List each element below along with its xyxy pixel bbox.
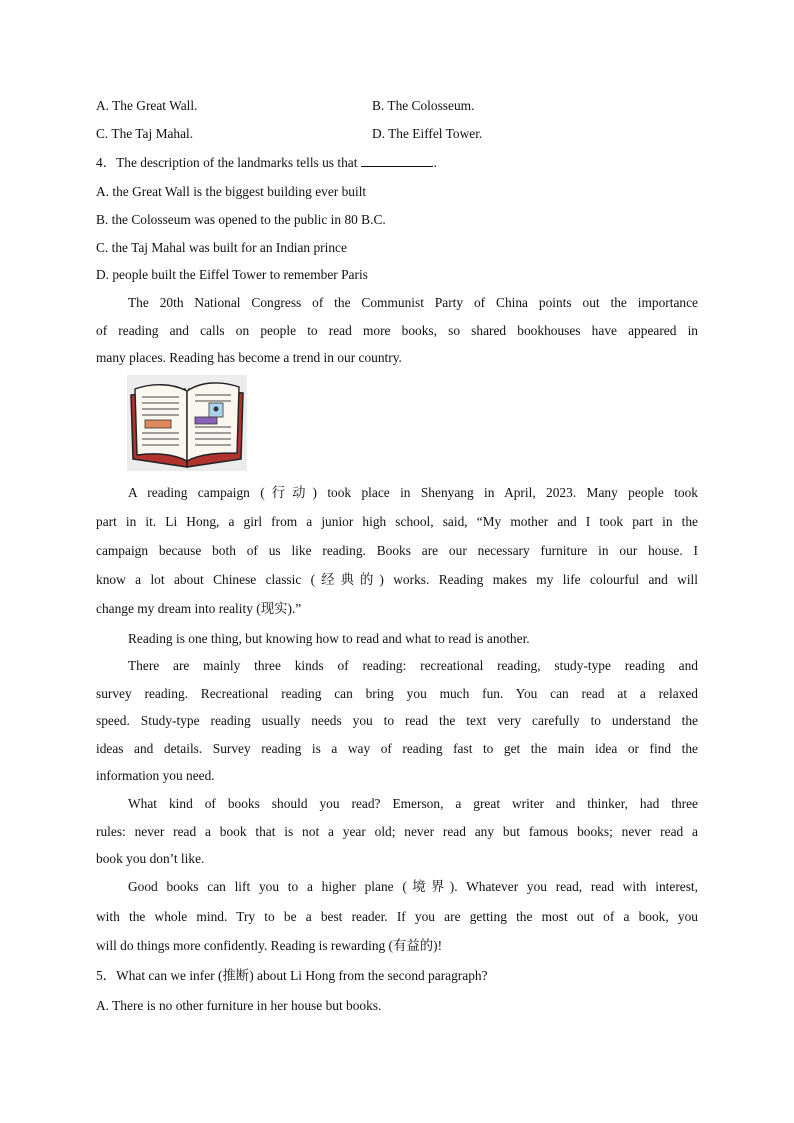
- q3-option-a: A. The Great Wall.: [96, 98, 198, 113]
- passage-paragraph-3: [96, 652, 698, 790]
- q4-option-a: A. the Great Wall is the biggest building ever built: [96, 184, 367, 199]
- passage-line: with the whole mind. Try to be a best reader. If you are getting the most out of a book, you: [96, 908, 698, 924]
- q4-stem-end: .: [433, 155, 437, 170]
- passage-paragraph-1: [96, 478, 698, 623]
- passage-line: know a lot about Chinese classic (经典的) works. Reading makes my life colourful and will: [96, 572, 698, 587]
- q5-option-a: A. There is no other furniture in her house but books.: [96, 998, 382, 1013]
- intro-line: The 20th National Congress of the Communist Party of China points out the importance: [128, 295, 698, 310]
- passage-paragraph-5: [96, 872, 698, 961]
- q3-option-d: D. The Eiffel Tower.: [372, 126, 483, 141]
- passage-line: What kind of books should you read? Emerson, a great writer and thinker, had three: [128, 796, 698, 811]
- intro-line: many places. Reading has become a trend in our country.: [96, 350, 402, 366]
- passage-paragraph-2: [96, 625, 698, 653]
- q5-stem: 5．What can we infer (推断) about Li Hong from the second paragraph?: [96, 968, 488, 983]
- passage-line: part in it. Li Hong, a girl from a junior high school, said, “My mother and I took part in the: [96, 514, 698, 529]
- passage-line: change my dream into reality (现实).”: [96, 601, 302, 616]
- q4-option-c: C. the Taj Mahal was built for an Indian prince: [96, 240, 347, 255]
- passage-line: rules: never read a book that is not a year old; never read any but famous books; never read a: [96, 823, 698, 839]
- passage-line: Good books can lift you to a higher plane (境界). Whatever you read, read with interest,: [128, 879, 698, 894]
- open-book-icon: [127, 375, 247, 471]
- passage-line: speed. Study-type reading usually needs you to read the text very carefully to understand the: [96, 713, 698, 729]
- passage-line: book you don’t like.: [96, 851, 205, 867]
- passage-line: A reading campaign (行动) took place in Shenyang in April, 2023. Many people took: [128, 485, 698, 500]
- q3-option-b: B. The Colosseum.: [372, 98, 475, 113]
- passage-line: There are mainly three kinds of reading: recreational reading, study-type reading and: [128, 658, 698, 673]
- q4-stem-text: 4．The description of the landmarks tells us that: [96, 155, 358, 170]
- answer-blank: [361, 154, 433, 167]
- q4-stem: [96, 154, 437, 171]
- q4-option-d: D. people built the Eiffel Tower to remember Paris: [96, 267, 368, 282]
- passage-line: survey reading. Recreational reading can bring you much fun. You can read at a relaxed: [96, 685, 698, 701]
- passage-line: Reading is one thing, but knowing how to read and what to read is another.: [128, 631, 530, 646]
- intro-line: of reading and calls on people to read more books, so shared bookhouses have appeared in: [96, 322, 698, 338]
- passage-line: campaign because both of us like reading. Books are our necessary furniture in our house. I: [96, 543, 698, 558]
- passage-line: ideas and details. Survey reading is a way of reading fast to get the main idea or find the: [96, 740, 698, 756]
- q4-option-b: B. the Colosseum was opened to the public in 80 B.C.: [96, 212, 386, 227]
- passage-line: information you need.: [96, 768, 215, 784]
- intro-paragraph: [96, 289, 698, 372]
- passage-paragraph-4: [96, 790, 698, 873]
- q3-option-c: C. The Taj Mahal.: [96, 126, 194, 141]
- passage-line: will do things more confidently. Reading is rewarding (有益的)!: [96, 938, 443, 953]
